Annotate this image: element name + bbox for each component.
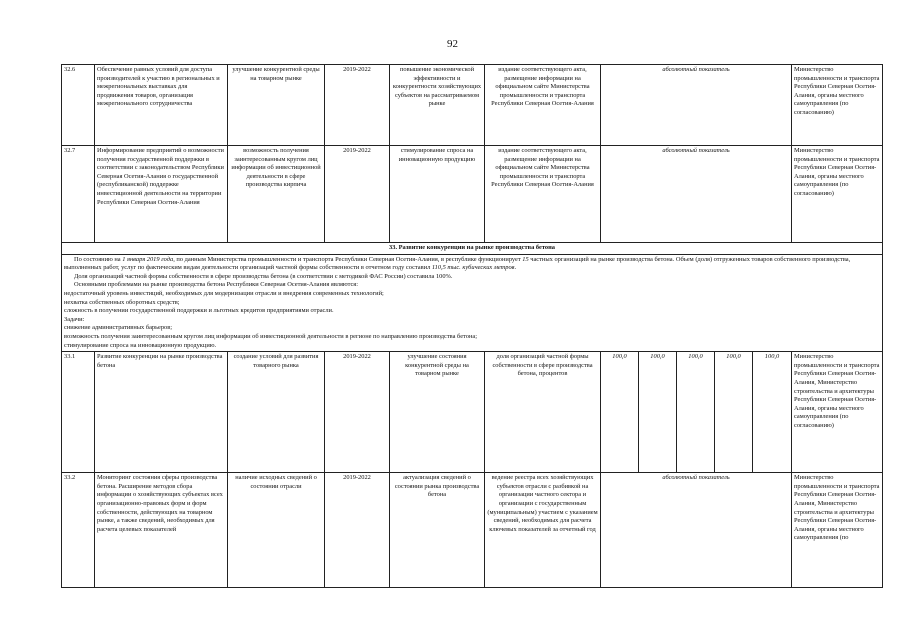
executor-cell: Министерство промышленности и транспорта Республики Северная Осетия-Алания, органы местного самоуправления (по согласованию) [792,65,883,146]
executor-cell: Министерство промышленности и транспорта Республики Северная Осетия-Алания, Министерство строительства и архитектуры Республики Северная Осетия-Алания, органы местного самоуправления (по [792,473,883,588]
row-number: 33.1 [62,352,95,473]
event-cell: Обеспечение равных условий для доступа производителей к участию в региональных и межрегиональных выставках для продвижения товаров, организация межрегионального сотрудничества [95,65,228,146]
result-cell: возможность получения заинтересованным кругом лиц информации об инвестиционной деятельности в сфере производства кирпича [228,146,325,243]
row-number: 33.2 [62,473,95,588]
intro-paragraph: Основными проблемами на рынке производства бетона Республики Северная Осетия-Алания являются: [74,281,358,289]
indicator-cell: издание соответствующего акта, размещение информации на официальном сайте Министерства промышленности и транспорта Республики Северная Осетия-Алания [485,146,601,243]
period-cell: 2019-2022 [325,473,390,588]
table-row [62,473,883,588]
indicator-cell: доля организаций частной формы собственности в сфере производства бетона, процентов [485,352,601,473]
section-header-row [62,243,883,255]
event-cell: Информирование предприятий о возможности получения государственной поддержки в соответствии с законодательством Республики Северная Осетия-Алания о государственной (республиканской) поддержке инвестиционной деятельности на территории Республики Северная Осетия-Алания [95,146,228,243]
intro-paragraph: По состоянию на 1 января 2019 года, по данным Министерства промышленности и транспорта Республики Северная Осетия-Алания, в республике функционирует 15 частных организаций на рынке производства бетона. Объем (доля) отгруженных товаров собственного производства, выполненных работ, услуг по фактическим видам деятельности организаций частной формы собственности в отчетном году составил 110,5 тыс. кубических метров. [64,255,851,272]
result-cell: улучшение конкурентной среды на товарном рынке [228,65,325,146]
intro-paragraph: Доля организаций частной формы собственности в сфере производства бетона (в соответствии с методикой ФАС России) составила 100%. [74,272,453,280]
event-cell: Развитие конкуренции на рынке производства бетона [95,352,228,473]
task-item: стимулирование спроса на инновационную продукцию. [64,341,217,349]
period-cell: 2019-2022 [325,352,390,473]
value-2022: 100,0 [753,352,792,473]
table-row [62,352,883,473]
problem-item: нехватка собственных оборотных средств; [64,298,180,306]
row-number: 32.6 [62,65,95,146]
effect-cell: повышение экономической эффективности и конкурентности хозяйствующих субъектов на рассматриваемом рынке [390,65,485,146]
table-row [62,146,883,243]
indicator-cell: ведение реестра всех хозяйствующих субъектов отрасли с разбивкой на организации частного сектора и организации с государственным (муниципальным) участием с указанием сведений, необходимых для расчета ключевых показателей за отчетный год [485,473,601,588]
effect-cell: улучшение состояния конкурентной среды на товарном рынке [390,352,485,473]
table-row [62,65,883,146]
period-cell: 2019-2022 [325,65,390,146]
event-cell: Мониторинг состояния сферы производства бетона. Расширение методов сбора информации о хозяйствующих субъектах всех организационно-правовых форм и форм собственности, действующих на товарном рынке, а также сведений, необходимых для расчета целевых показателей [95,473,228,588]
value-2018: 100,0 [601,352,639,473]
indicator-value-cell: абсолютный показатель [601,473,792,588]
indicator-value-cell: абсолютный показатель [601,65,792,146]
problem-item: сложность в получении государственной поддержки и льготных кредитов предприятиями отрасли. [64,307,334,315]
tasks-heading: Задачи: [64,315,85,323]
task-item: возможность получения заинтересованным кругом лиц информации об инвестиционной деятельности в регионе по направлению производства бетона; [64,332,477,340]
value-2019: 100,0 [639,352,677,473]
result-cell: создание условий для развития товарного рынка [228,352,325,473]
value-2021: 100,0 [715,352,753,473]
problem-item: недостаточный уровень инвестиций, необходимых для модернизации отрасли и внедрения современных технологий; [64,289,384,297]
effect-cell: актуализация сведений о состоянии рынка производства бетона [390,473,485,588]
executor-cell: Министерство промышленности и транспорта Республики Северная Осетия-Алания, органы местного самоуправления (по согласованию) [792,146,883,243]
section-title: 33. Развитие конкуренции на рынке производства бетона [62,243,883,255]
measures-table [61,64,883,588]
executor-cell: Министерство промышленности и транспорта Республики Северная Осетия-Алания, Министерство строительства и архитектуры Республики Северная Осетия-Алания, органы местного самоуправления (по согласованию) [792,352,883,473]
page-number: 92 [447,38,458,50]
indicator-cell: издание соответствующего акта, размещение информации на официальном сайте Министерства промышленности и транспорта Республики Северная Осетия-Алания [485,65,601,146]
indicator-value-cell: абсолютный показатель [601,146,792,243]
row-number: 32.7 [62,146,95,243]
value-2020: 100,0 [677,352,715,473]
section-intro-row [62,254,883,352]
effect-cell: стимулирование спроса на инновационную продукцию [390,146,485,243]
period-cell: 2019-2022 [325,146,390,243]
section-intro [62,254,883,352]
task-item: снижение административных барьеров; [64,324,173,332]
result-cell: наличие исходных сведений о состоянии отрасли [228,473,325,588]
